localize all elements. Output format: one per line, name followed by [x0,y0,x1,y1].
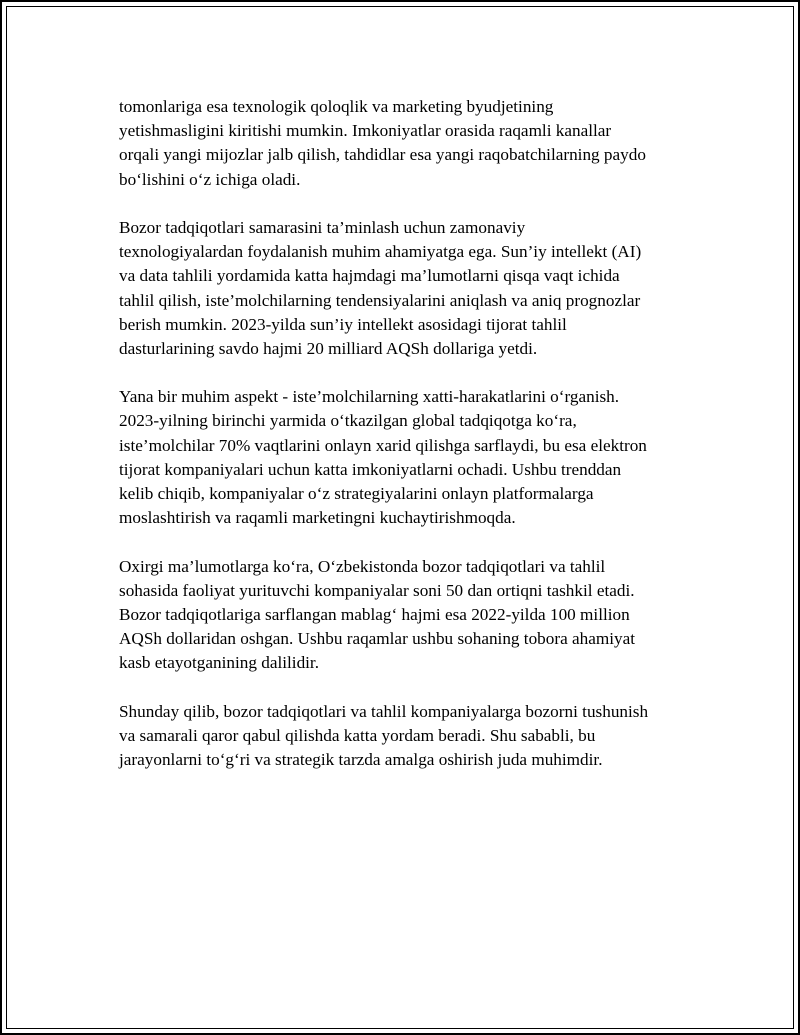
text-line: orqali yangi mijozlar jalb qilish, tahdidlar esa yangi raqobatchilarning paydo [119,145,646,165]
paragraph-2 [119,216,699,361]
text-line: moslashtirish va raqamli marketingni kuchaytirishmoqda. [119,508,516,528]
text-line: va samarali qaror qabul qilishda katta yordam beradi. Shu sababli, bu [119,725,596,745]
text-line: AQSh dollaridan oshgan. Ushbu raqamlar ushbu sohaning tobora ahamiyat [119,629,636,649]
text-line: va data tahlili yordamida katta hajmdagi ma’lumotlarni qisqa vaqt ichida [119,266,620,286]
text-line: kelib chiqib, kompaniyalar o‘z strategiyalarini onlayn platformalarga [119,484,594,503]
text-line: Bozor tadqiqotlariga sarflangan mablag‘ hajmi esa 2022-yilda 100 million [119,604,630,624]
text-line: Oxirgi ma’lumotlarga ko‘ra, O‘zbekistonda bozor tadqiqotlari va tahlil [119,556,606,576]
text-line: kasb etayotganining dalilidir. [119,653,320,673]
text-line: bo‘lishini o‘z ichiga oladi. [119,169,301,189]
text-line: sohasida faoliyat yurituvchi kompaniyalar soni 50 dan ortiqni tashkil etadi. [119,580,635,600]
paragraph-4 [119,555,699,676]
text-line: tahlil qilish, iste’molchilarning tendensiyalarini aniqlash va aniq prognozlar [119,290,641,310]
text-line: jarayonlarni to‘g‘ri va strategik tarzda amalga oshirish juda muhimdir. [119,750,603,770]
text-line: 2023-yilning birinchi yarmida o‘tkazilgan global tadqiqotga ko‘ra, [119,411,577,431]
document-body [119,95,699,796]
text-line: tijorat kompaniyalari uchun katta imkoniyatlarni ochadi. Ushbu trenddan [119,459,622,479]
paragraph-3 [119,385,699,530]
text-line: Shunday qilib, bozor tadqiqotlari va tahlil kompaniyalarga bozorni tushunish [119,701,649,721]
text-line: tomonlariga esa texnologik qoloqlik va marketing byudjetining [119,97,554,116]
text-line: dasturlarining savdo hajmi 20 milliard AQSh dollariga yetdi. [119,338,538,358]
paragraph-5 [119,700,699,773]
text-line: iste’molchilar 70% vaqtlarini onlayn xarid qilishga sarflaydi, bu esa elektron [119,435,647,455]
text-line: Yana bir muhim aspekt - iste’molchilarning xatti-harakatlarini o‘rganish. [119,387,620,407]
text-line: yetishmasligini kiritishi mumkin. Imkoniyatlar orasida raqamli kanallar [119,121,612,141]
text-line: Bozor tadqiqotlari samarasini ta’minlash uchun zamonaviy [119,217,526,237]
text-line: berish mumkin. 2023-yilda sun’iy intellekt asosidagi tijorat tahlil [119,314,567,334]
paragraph-1 [119,95,699,192]
text-line: texnologiyalardan foydalanish muhim ahamiyatga ega. Sun’iy intellekt (AI) [119,242,642,262]
